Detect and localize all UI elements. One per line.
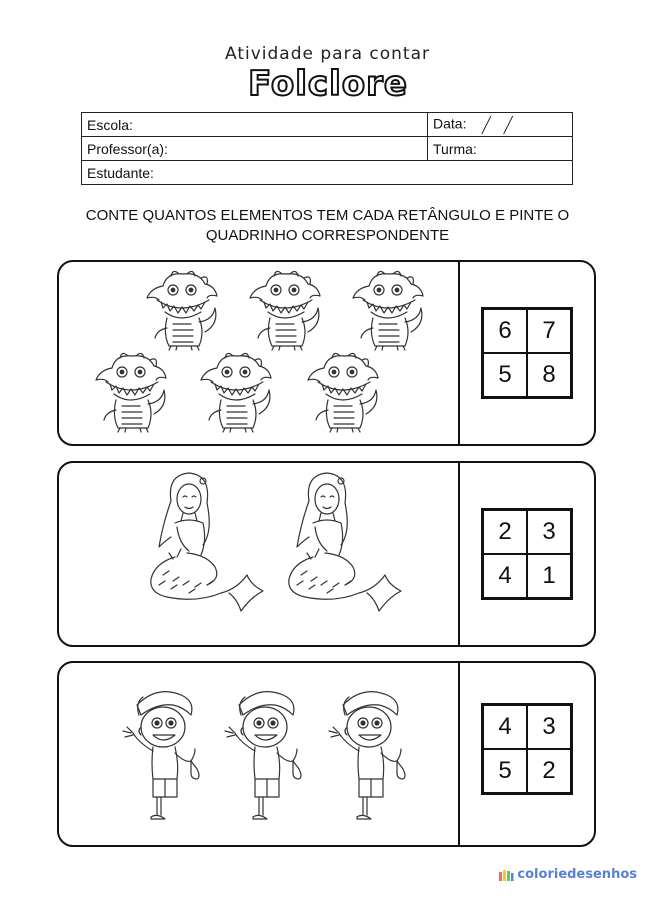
figures-area [59, 663, 458, 845]
crayons-icon [498, 866, 514, 882]
boitata-dragon-icon [349, 268, 427, 352]
iara-mermaid-icon [275, 471, 407, 639]
answer-option[interactable]: 2 [483, 510, 527, 554]
panel-divider [458, 463, 460, 645]
answer-option[interactable]: 7 [527, 309, 571, 353]
answer-option[interactable]: 2 [527, 749, 571, 793]
class-field[interactable]: Turma: [428, 137, 573, 161]
saci-boy-icon [323, 687, 421, 827]
figures-area [59, 463, 458, 645]
exercise-panel-3 [57, 661, 596, 847]
date-slashes [470, 115, 530, 135]
answer-option[interactable]: 4 [483, 705, 527, 749]
brand-logo [498, 866, 637, 882]
activity-subtitle: Atividade para contar [225, 44, 430, 64]
answer-grid [481, 508, 573, 600]
brand-name: coloriedesenhos [517, 866, 637, 882]
student-field[interactable]: Estudante: [82, 161, 573, 185]
boitata-dragon-icon [304, 350, 382, 434]
figures-area [59, 262, 458, 444]
answer-option[interactable]: 5 [483, 749, 527, 793]
teacher-field[interactable]: Professor(a): [82, 137, 428, 161]
boitata-dragon-icon [246, 268, 324, 352]
iara-mermaid-icon [137, 471, 269, 639]
answer-grid [481, 703, 573, 795]
answer-option[interactable]: 4 [483, 554, 527, 598]
answer-option[interactable]: 6 [483, 309, 527, 353]
student-info-table [81, 112, 573, 185]
date-field[interactable]: Data: [428, 113, 573, 137]
boitata-dragon-icon [92, 350, 170, 434]
instruction-text: CONTE QUANTOS ELEMENTOS TEM CADA RETÂNGULO E PINTE O QUADRINHO CORRESPONDENTE [85, 207, 570, 244]
panel-divider [458, 262, 460, 444]
title-text: Folclore [247, 64, 408, 104]
saci-boy-icon [117, 687, 215, 827]
page-title [0, 60, 655, 104]
answer-option[interactable]: 5 [483, 353, 527, 397]
answer-option[interactable]: 1 [527, 554, 571, 598]
boitata-dragon-icon [197, 350, 275, 434]
answer-grid [481, 307, 573, 399]
exercise-panel-1 [57, 260, 596, 446]
answer-option[interactable]: 3 [527, 705, 571, 749]
answer-option[interactable]: 8 [527, 353, 571, 397]
school-field[interactable]: Escola: [82, 113, 428, 137]
exercise-panel-2 [57, 461, 596, 647]
answer-option[interactable]: 3 [527, 510, 571, 554]
panel-divider [458, 663, 460, 845]
boitata-dragon-icon [143, 268, 221, 352]
saci-boy-icon [219, 687, 317, 827]
